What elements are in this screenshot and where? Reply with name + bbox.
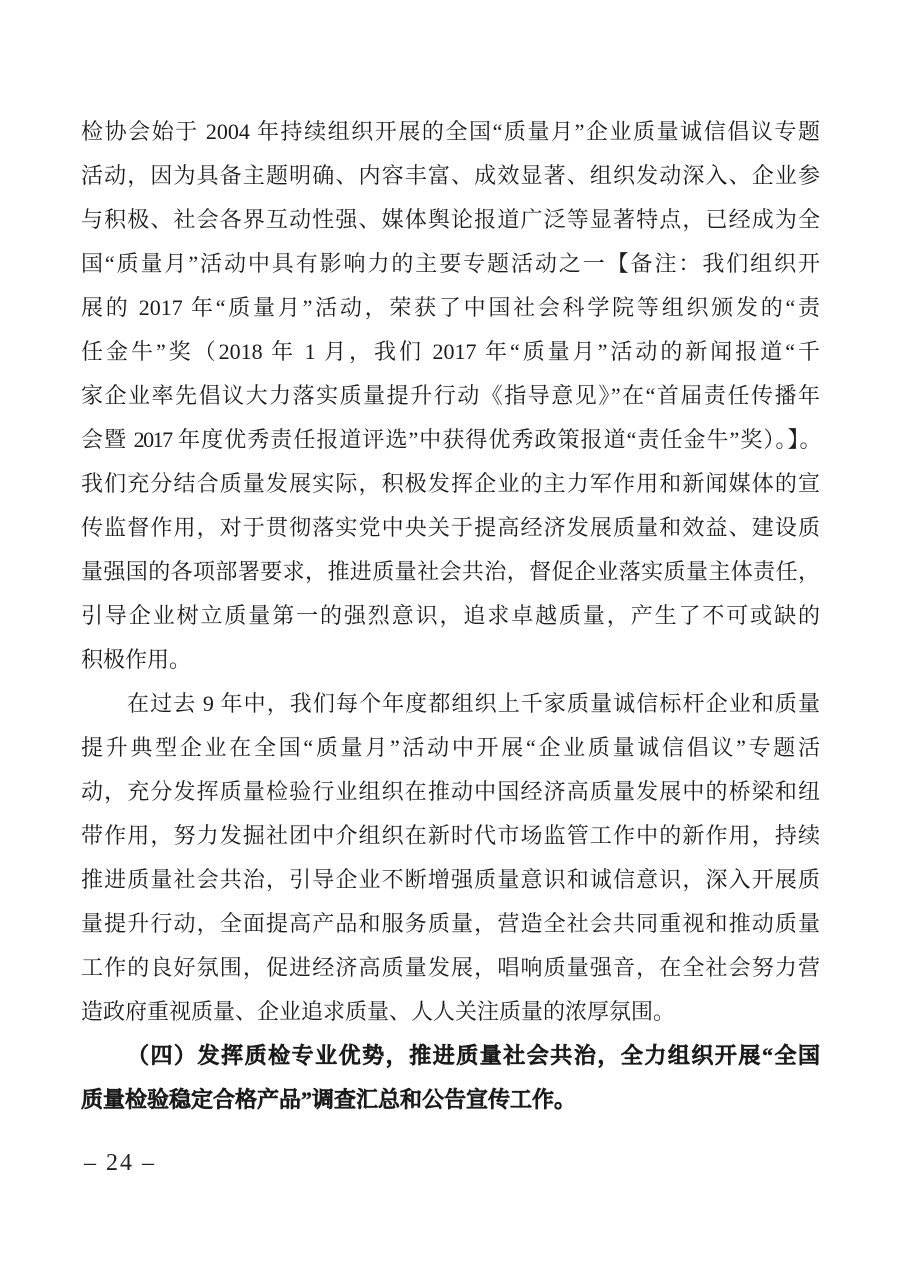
body-line: 传监督作用，对于贯彻落实党中央关于提高经济发展质量和效益、建设质 [81, 515, 820, 540]
section-heading-line: 质量检验稳定合格产品”调查汇总和公告宣传工作。 [81, 1087, 577, 1112]
body-line: 量提升行动，全面提高产品和服务质量，营造全社会共同重视和推动质量 [81, 911, 820, 936]
body-line: 家企业率先倡议大力落实质量提升行动《指导意见》”在“首届责任传播年 [81, 383, 820, 408]
body-line-paragraph-start: 在过去 9 年中，我们每个年度都组织上千家质量诚信标杆企业和质量 [127, 691, 820, 716]
section-heading-line: （四）发挥质检专业优势，推进质量社会共治，全力组织开展“全国 [127, 1043, 820, 1068]
body-line: 推进质量社会共治，引导企业不断增强质量意识和诚信意识，深入开展质 [81, 867, 820, 892]
body-line: 引导企业树立质量第一的强烈意识，追求卓越质量，产生了不可或缺的 [81, 603, 820, 628]
body-line: 提升典型企业在全国“质量月”活动中开展“企业质量诚信倡议”专题活 [81, 735, 820, 760]
body-line: 我们充分结合质量发展实际，积极发挥企业的主力军作用和新闻媒体的宣 [81, 471, 820, 496]
body-line: 活动，因为具备主题明确、内容丰富、成效显著、组织发动深入、企业参 [81, 163, 820, 188]
body-line: 量强国的各项部署要求，推进质量社会共治，督促企业落实质量主体责任， [81, 559, 820, 584]
body-line: 任金牛”奖（2018 年 1 月，我们 2017 年“质量月”活动的新闻报道“千 [81, 339, 820, 364]
body-line: 与积极、社会各界互动性强、媒体舆论报道广泛等显著特点，已经成为全 [81, 207, 820, 232]
body-line: 检协会始于 2004 年持续组织开展的全国“质量月”企业质量诚信倡议专题 [81, 119, 820, 144]
body-line: 会暨 2017 年度优秀责任报道评选”中获得优秀政策报道“责任金牛”奖）。】。 [81, 427, 820, 452]
body-line-paragraph-end: 造政府重视质量、企业追求质量、人人关注质量的浓厚氛围。 [81, 999, 676, 1024]
body-line: 国“质量月”活动中具有影响力的主要专题活动之一【备注：我们组织开 [81, 251, 820, 276]
body-line: 动，充分发挥质量检验行业组织在推动中国经济高质量发展中的桥梁和纽 [81, 779, 820, 804]
page-number: – 24 – [84, 1150, 156, 1176]
body-line: 带作用，努力发掘社团中介组织在新时代市场监管工作中的新作用，持续 [81, 823, 820, 848]
document-body [81, 110, 820, 1122]
body-line-paragraph-end: 积极作用。 [81, 647, 192, 672]
body-line: 展的 2017 年“质量月”活动，荣获了中国社会科学院等组织颁发的“责 [81, 295, 820, 320]
body-line: 工作的良好氛围，促进经济高质量发展，唱响质量强音，在全社会努力营 [81, 955, 820, 980]
